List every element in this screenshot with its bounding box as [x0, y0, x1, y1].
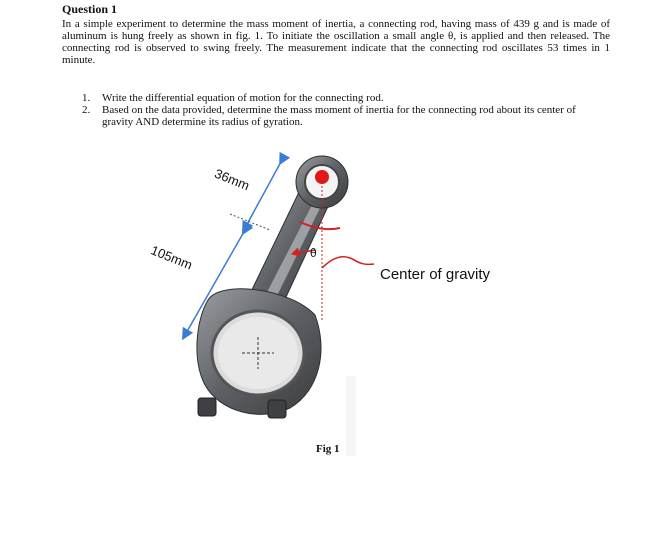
- figure-caption: Fig 1: [316, 443, 340, 455]
- task-item: [82, 104, 602, 128]
- dim-36-arrow: [245, 160, 282, 228]
- question-paragraph: In a simple experiment to determine the mass moment of inertia, a connecting rod, having mass of 439 g and is made of aluminum is hung freely as shown in fig. 1. To initiate the oscillation a small angle θ, is applied and then released. The connecting rod is observed to swing freely. The measurement indicate that the connecting rod oscillates 53 times in 1 minute.: [62, 18, 610, 66]
- task-number: 2.: [82, 104, 91, 116]
- center-of-gravity-label: Center of gravity: [380, 266, 491, 283]
- rod-bolt-left: [198, 398, 216, 416]
- task-list: [82, 92, 602, 128]
- figure-drawing: [150, 150, 390, 460]
- cg-leader-line: [322, 257, 374, 268]
- rod-bolt-right: [268, 400, 286, 418]
- dim-36-label: 36mm: [212, 165, 252, 194]
- dim-105-label: 105mm: [148, 242, 195, 273]
- pivot-marker: [315, 170, 329, 184]
- question-heading: Question 1: [62, 2, 118, 16]
- task-item: [82, 92, 602, 104]
- task-number: 1.: [82, 92, 91, 104]
- connecting-rod-figure: [150, 150, 390, 460]
- angle-label: θ: [310, 246, 317, 260]
- task-text: Based on the data provided, determine the mass moment of inertia for the connecting rod about its center of gravity AND determine its radius of gyration.: [102, 104, 576, 128]
- task-text: Write the differential equation of motion for the connecting rod.: [102, 92, 384, 104]
